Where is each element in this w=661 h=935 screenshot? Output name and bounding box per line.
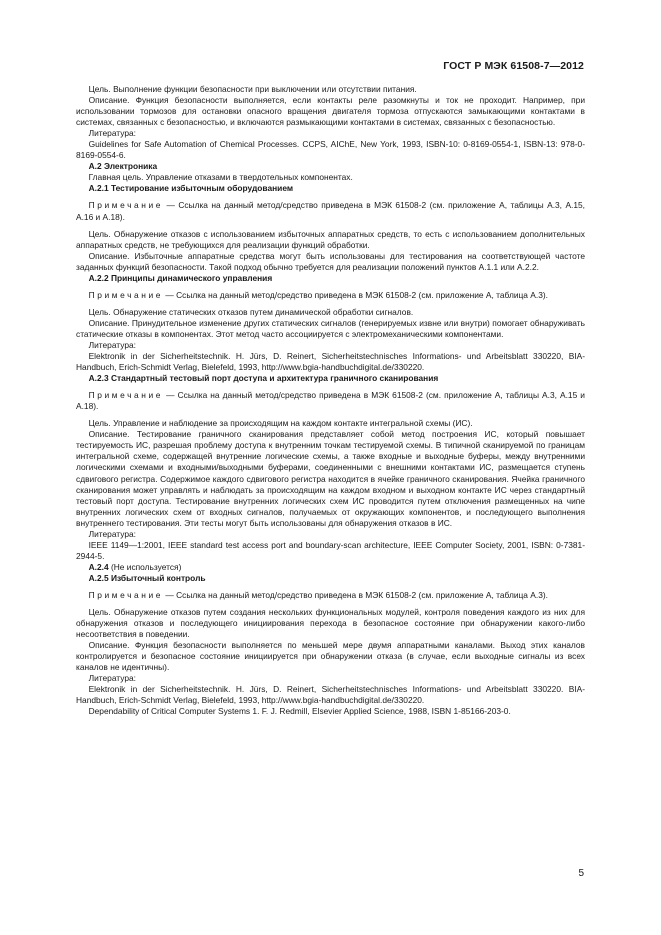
paragraph: Описание. Тестирование граничного сканирования представляет собой метод построения ИС, который повышает тестируемость ИС, разрешая проблему доступа к внутренним точкам тестируемой схемы. В типичной сканируемой по границам интегральной схеме, содержащей внутренние логические схемы, а также входные и выходные буферы, между внутренними логическими схемами и входными/выходными буферами, соединенными с внешними контактами ИС, размещается ступень сдвигового регистра. Содержимое каждого сдвигового регистра находится в ячейке граничного сканирования. Ячейка граничного сканирования может управлять и наблюдать за происходящим на каждом входном и выходном контакте ИС через стандартный тестовый порт доступа. Тестирование внутренних логических схем ИС проводится путем отключения размещенных на чипе внутренних логических схем от входных сигналов, получаемых от окружающих компонентов, и последующего выполнения внутреннего тестирования. Эти тесты могут быть использованы для обнаружения отказов в ИС. (76, 429, 585, 528)
section-heading-a2: А.2 Электроника (88, 161, 158, 172)
note (76, 390, 585, 412)
reference-entry: IEEE 1149—1:2001, IEEE standard test access port and boundary-scan architecture, IEEE Computer Society, 2001, ISBN: 0-7381-2944-5. (76, 539, 585, 561)
page-body (76, 84, 585, 717)
paragraph: Литература: (88, 128, 136, 139)
reference-entry: Elektronik in der Sicherheitstechnik. H. Jürs, D. Reinert, Sicherheitstechnisches Informations- und Arbeitsblatt 330220. BIA-Handbuch, Erich-Schmidt Verlag, Bielefeld, 1993, http://www.bgia-handbuchdigital.de/330220. (76, 684, 585, 706)
note (76, 290, 585, 301)
paragraph: Литература: (88, 528, 136, 539)
section-heading-a21: А.2.1 Тестирование избыточным оборудованием (88, 183, 294, 194)
reference-entry: Dependability of Critical Computer Systems 1. F. J. Redmill, Elsevier Applied Science, 1988, ISBN 1-85166-203-0. (88, 706, 511, 717)
note-label: Примечание (88, 200, 164, 211)
section-heading-a22: А.2.2 Принципы динамического управления (88, 272, 273, 283)
section-heading-a25: А.2.5 Избыточный контроль (88, 572, 206, 583)
paragraph: Цель. Обнаружение статических отказов путем динамической обработки сигналов. (88, 306, 414, 317)
paragraph: Цель. Обнаружение отказов с использованием избыточных аппаратных средств, то есть с использованием дополнительных аппаратных средств, не требующихся для реализации функций обработки. (76, 228, 585, 250)
section-number: А.2.4 (88, 561, 109, 572)
paragraph: Литература: (88, 673, 136, 684)
page-number: 5 (578, 868, 584, 879)
note-label: Примечание (88, 589, 164, 600)
paragraph: Главная цель. Управление отказами в твердотельных компонентах. (88, 172, 353, 183)
paragraph: Цель. Управление и наблюдение за происходящим на каждом контакте интегральной схемы (ИС). (88, 418, 473, 429)
note (76, 200, 585, 222)
paragraph: Описание. Функция безопасности выполняется по меньшей мере двумя аппаратными каналами. Выход этих каналов контролируется и безопасное состояние инициируется при обнаружении отказа (в случае, если выходные сигналы из всех каналов не идентичны). (76, 640, 585, 673)
note-text: — Ссылка на данный метод/средство приведена в МЭК 61508-2 (см. приложение А, таблица А.3). (163, 289, 548, 300)
note-text: — Ссылка на данный метод/средство приведена в МЭК 61508-2 (см. приложение А, таблица А.3). (163, 589, 548, 600)
paragraph: Описание. Избыточные аппаратные средства могут быть использованы для тестирования на соответствующей частоте заданных функций безопасности. Такой подход обычно требуется для реализации положений пунктов А.1.1 или А.2.2. (76, 250, 585, 272)
section-heading-a23: А.2.3 Стандартный тестовый порт доступа и архитектура граничного сканирования (88, 373, 439, 384)
section-note: (Не используется) (108, 561, 182, 572)
note-text: — Ссылка на данный метод/средство приведена в МЭК 61508-2 (см. приложение А, таблицы А.3, А.15, А.16 и А.18). (76, 200, 585, 222)
paragraph: Литература: (88, 339, 136, 350)
document-code-header: ГОСТ Р МЭК 61508-7—2012 (443, 60, 584, 72)
paragraph: Описание. Принудительное изменение других статических сигналов (генерируемых извне или внутри) помогает обнаруживать статические отказы в компонентах. Этот метод часто ассоциируется с электромеханическими компонентами. (76, 317, 585, 339)
note-text: — Ссылка на данный метод/средство приведена в МЭК 61508-2 (см. приложение А, таблицы А.3, А.15 и А.18). (76, 390, 585, 412)
note-label: Примечание (88, 390, 164, 401)
paragraph: Цель. Обнаружение отказов путем создания нескольких функциональных модулей, контроля поведения каждого из них для обнаружения отказов и последующего инициирования перехода в безопасное состояние при обнаружении какого-либо несоответствия в поведении. (76, 607, 585, 640)
reference-entry: Guidelines for Safe Automation of Chemical Processes. CCPS, AIChE, New York, 1993, ISBN-10: 0-8169-0554-1, ISBN-13: 978-0-8169-0554-6. (76, 139, 585, 161)
note-label: Примечание (88, 289, 164, 300)
section-heading-a24 (76, 562, 585, 573)
note (76, 590, 585, 601)
reference-entry: Elektronik in der Sicherheitstechnik. H. Jürs, D. Reinert, Sicherheitstechnisches Informations- und Arbeitsblatt 330220, BIA-Handbuch, Erich-Schmidt Verlag, Bielefeld, 1993, http://www.bgia-handbuchdigital.de/330220. (76, 351, 585, 373)
paragraph: Цель. Выполнение функции безопасности при выключении или отсутствии питания. (88, 84, 417, 94)
paragraph: Описание. Функция безопасности выполняется, если контакты реле разомкнуты и ток не проходит. Например, при использовании тормозов для остановки опасного вращения двигателя тормоза отпускаются замыкающими контактами в системах, связанных с безопасностью, и включаются размыкающими контактами в системах, связанных с безопасностью. (76, 95, 585, 128)
